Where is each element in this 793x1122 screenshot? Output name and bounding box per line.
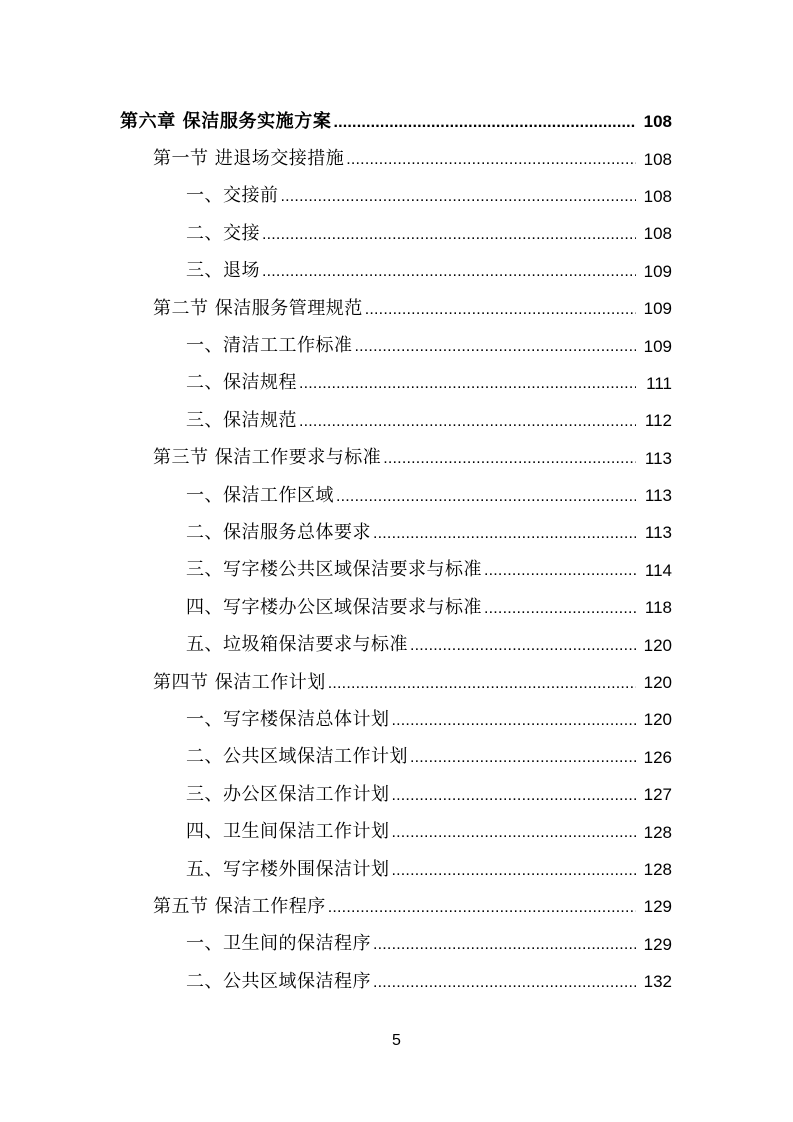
toc-entry-title: 第六章 保洁服务实施方案 xyxy=(120,110,332,132)
toc-entry-page-number: 108 xyxy=(643,112,672,132)
toc-dot-leader xyxy=(373,975,636,991)
toc-entry-title: 一、卫生间的保洁程序 xyxy=(186,933,371,955)
toc-entry-title: 一、交接前 xyxy=(186,185,279,207)
toc-dot-leader xyxy=(392,788,637,804)
toc-entry-page-number: 113 xyxy=(644,523,672,543)
toc-entry-page-number: 118 xyxy=(644,598,672,618)
toc-entry-page-number: 128 xyxy=(643,860,672,879)
toc-section-entry[interactable] xyxy=(0,290,793,327)
toc-subsection-entry[interactable] xyxy=(0,701,793,738)
toc-entry-title: 一、保洁工作区域 xyxy=(186,484,334,506)
toc-subsection-entry[interactable] xyxy=(0,813,793,850)
toc-subsection-entry[interactable] xyxy=(0,851,793,888)
toc-dot-leader xyxy=(373,526,636,542)
toc-entry-title: 第三节 保洁工作要求与标准 xyxy=(153,447,382,469)
toc-dot-leader xyxy=(410,750,636,766)
toc-entry-page-number: 132 xyxy=(643,972,672,992)
table-of-contents xyxy=(0,103,793,1000)
toc-dot-leader xyxy=(365,302,636,318)
toc-section-entry[interactable] xyxy=(0,440,793,477)
toc-entry-title: 三、办公区保洁工作计划 xyxy=(186,783,390,805)
toc-dot-leader xyxy=(355,339,637,355)
toc-entry-title: 一、清洁工工作标准 xyxy=(186,335,353,357)
toc-entry-page-number: 109 xyxy=(643,261,672,281)
toc-entry-title: 第五节 保洁工作程序 xyxy=(153,895,326,917)
toc-entry-page-number: 120 xyxy=(643,710,672,730)
toc-subsection-entry[interactable] xyxy=(0,514,793,551)
toc-dot-leader xyxy=(484,601,636,617)
toc-entry-title: 三、保洁规范 xyxy=(186,409,297,431)
toc-subsection-entry[interactable] xyxy=(0,477,793,514)
toc-entry-page-number: 111 xyxy=(646,373,672,393)
toc-dot-leader xyxy=(328,676,636,692)
toc-entry-title: 二、交接 xyxy=(186,222,260,244)
toc-entry-title: 五、写字楼外围保洁计划 xyxy=(186,858,390,880)
toc-dot-leader xyxy=(484,563,636,579)
toc-entry-title: 第二节 保洁服务管理规范 xyxy=(153,297,363,319)
toc-entry-title: 四、卫生间保洁工作计划 xyxy=(186,821,390,843)
toc-dot-leader xyxy=(392,863,637,879)
toc-dot-leader xyxy=(299,414,636,430)
toc-entry-page-number: 113 xyxy=(644,486,672,506)
toc-entry-title: 四、写字楼办公区域保洁要求与标准 xyxy=(186,596,482,618)
toc-entry-title: 第四节 保洁工作计划 xyxy=(153,671,326,693)
toc-entry-page-number: 108 xyxy=(643,186,672,206)
toc-dot-leader xyxy=(328,900,636,916)
toc-entry-title: 二、公共区域保洁程序 xyxy=(186,970,371,992)
toc-entry-page-number: 108 xyxy=(643,224,672,244)
toc-section-entry[interactable] xyxy=(0,888,793,925)
toc-dot-leader xyxy=(262,227,636,243)
toc-subsection-entry[interactable] xyxy=(0,552,793,589)
toc-entry-title: 一、写字楼保洁总体计划 xyxy=(186,708,390,730)
toc-entry-title: 二、公共区域保洁工作计划 xyxy=(186,746,408,768)
toc-entry-page-number: 120 xyxy=(643,673,672,693)
toc-subsection-entry[interactable] xyxy=(0,178,793,215)
toc-entry-page-number: 129 xyxy=(643,897,672,917)
toc-entry-page-number: 108 xyxy=(643,149,672,169)
toc-section-entry[interactable] xyxy=(0,664,793,701)
toc-subsection-entry[interactable] xyxy=(0,739,793,776)
toc-dot-leader xyxy=(392,713,637,729)
toc-subsection-entry[interactable] xyxy=(0,963,793,1000)
toc-dot-leader xyxy=(373,937,636,953)
toc-subsection-entry[interactable] xyxy=(0,626,793,663)
toc-entry-page-number: 112 xyxy=(644,411,672,431)
toc-entry-title: 第一节 进退场交接措施 xyxy=(153,148,345,170)
toc-entry-title: 五、垃圾箱保洁要求与标准 xyxy=(186,634,408,656)
toc-entry-title: 二、保洁服务总体要求 xyxy=(186,521,371,543)
toc-chapter-entry[interactable] xyxy=(0,103,793,140)
toc-entry-page-number: 114 xyxy=(644,560,672,580)
toc-entry-page-number: 113 xyxy=(644,448,672,468)
toc-entry-page-number: 127 xyxy=(643,785,672,805)
toc-entry-page-number: 128 xyxy=(643,822,672,842)
toc-entry-title: 二、保洁规程 xyxy=(186,372,297,394)
toc-dot-leader xyxy=(383,451,636,467)
toc-dot-leader xyxy=(299,376,636,392)
toc-entry-page-number: 109 xyxy=(643,299,672,319)
toc-subsection-entry[interactable] xyxy=(0,365,793,402)
toc-subsection-entry[interactable] xyxy=(0,776,793,813)
toc-dot-leader xyxy=(262,264,636,280)
toc-entry-title: 三、退场 xyxy=(186,260,260,282)
toc-subsection-entry[interactable] xyxy=(0,589,793,626)
toc-dot-leader xyxy=(333,115,636,131)
toc-entry-page-number: 126 xyxy=(643,747,672,767)
toc-entry-title: 三、写字楼公共区域保洁要求与标准 xyxy=(186,559,482,581)
toc-subsection-entry[interactable] xyxy=(0,215,793,252)
toc-subsection-entry[interactable] xyxy=(0,926,793,963)
toc-section-entry[interactable] xyxy=(0,140,793,177)
toc-dot-leader xyxy=(392,825,637,841)
toc-subsection-entry[interactable] xyxy=(0,253,793,290)
toc-subsection-entry[interactable] xyxy=(0,327,793,364)
toc-entry-page-number: 129 xyxy=(643,934,672,954)
toc-dot-leader xyxy=(410,638,636,654)
toc-dot-leader xyxy=(281,189,637,205)
page-number: 5 xyxy=(392,1032,401,1049)
toc-entry-page-number: 109 xyxy=(643,336,672,356)
toc-entry-page-number: 120 xyxy=(643,635,672,655)
toc-subsection-entry[interactable] xyxy=(0,402,793,439)
toc-dot-leader xyxy=(346,152,636,168)
toc-dot-leader xyxy=(336,489,636,505)
